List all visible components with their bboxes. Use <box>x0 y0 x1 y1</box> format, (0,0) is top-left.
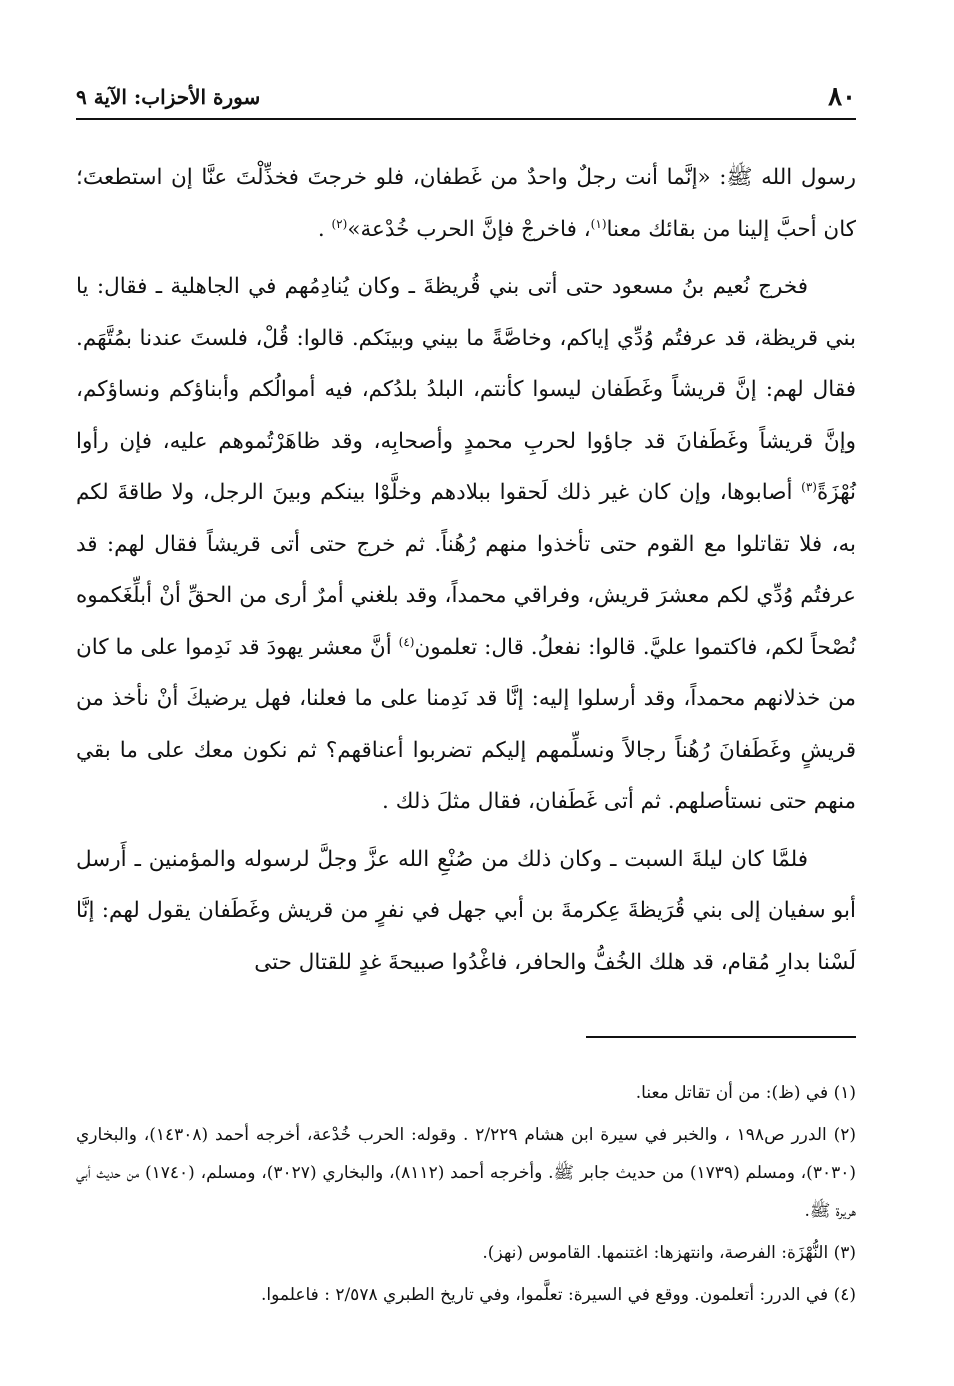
footnotes <box>76 1074 856 1318</box>
running-title: سورة الأحزاب: الآية ٩ <box>76 85 261 109</box>
footnote-number: (٢) <box>833 1125 856 1145</box>
paragraph-text: . <box>317 216 332 242</box>
paragraph-text: رسول الله ﷺ: «إنَّما أنت رجلٌ واحدٌ من غَطفان، فلو خرجتَ فخذِّلْتَ عنَّا إن استطعتَ؛ كان أحبَّ إلينا من بقائك معنا <box>76 165 856 242</box>
page-header <box>76 70 856 114</box>
footnote-ref: (٣) <box>801 479 817 494</box>
footnote-ref: (١) <box>590 216 607 231</box>
main-text <box>76 152 856 988</box>
paragraph-2 <box>76 261 856 828</box>
footnote-text: النُّهْزَة: الفرصة، وانتهزها: اغتنمها. القاموس (نهز). <box>482 1243 829 1263</box>
footnote-text: الدرر ص١٩٨ ، والخبر في سيرة ابن هشام ٢/٢٢٩ . وقوله: الحرب خُدْعة، أخرجه أحمد (١٤٣٠٨)، والبخاري (٣٠٣٠)، ومسلم (١٧٣٩) من حديث جابر ﷺ. وأخرجه أحمد (٨١١٢)، والبخاري (٣٠٢٧)، ومسلم، (١٧٤٠) من حديث أبي هريرة ﷺ. <box>76 1125 856 1221</box>
paragraph-1 <box>76 152 856 255</box>
footnote-number: (١) <box>833 1083 856 1103</box>
footnote-3 <box>76 1234 856 1272</box>
footnote-2 <box>76 1116 856 1230</box>
footnote-text: في (ظ): من أن تقاتل معنا. <box>635 1083 829 1103</box>
footnote-number: (٣) <box>833 1243 856 1263</box>
footnote-ref: (٢) <box>331 216 348 231</box>
footnote-separator <box>586 1036 856 1038</box>
paragraph-text: أصابوها، وإن كان غير ذلك لَحقوا ببلادهم وخلَّوْا بينكم وبينَ الرجل، ولا طاقةَ لكم به، فلا تقاتلوا مع القوم حتى تأخذوا منهم رُهُناً. ثم خرج حتى أتى قريشاً فقال لهم: قد عرفتُم وُدِّي لكم معشرَ قريش، وفراقي محمداً، وقد بلغني أمرٌ أرى من الحقِّ أنْ أبلِّغَكموه نُصْحاً لكم، فاكتموا عليَّ. قالوا: نفعلُ. قال: تعلمون <box>76 480 856 660</box>
footnote-text: في الدرر: أتعلمون. ووقع في السيرة: تعلَّموا، وفي تاريخ الطبري ٢/٥٧٨ : فاعلموا. <box>260 1285 829 1305</box>
paragraph-text: فلمَّا كان ليلةَ السبت ـ وكان ذلك من صُنْعِ الله عزَّ وجلَّ لرسوله والمؤمنين ـ أَرسل أبو سفيان إلى بني قُرَيظةَ عِكرمةَ بن أبي جهل في نفرٍ من قريش وغَطَفان يقول لهم: إنَّا لَسْنا بدارِ مُقام، قد هلك الخُفُّ والحافر، فاغْدُوا صبيحةَ غدٍ للقتال حتى <box>76 846 856 975</box>
paragraph-text: ، فاخرجْ فإنَّ الحرب خُدْعة» <box>347 216 591 242</box>
footnote-1 <box>76 1074 856 1112</box>
paragraph-text: أنَّ معشر يهودَ قد نَدِموا على ما كان من خذلانهم محمداً، وقد أرسلوا إليه: إنَّا قد نَدِمنا على ما فعلنا، فهل يرضيكَ أنْ نأخذ من قريشٍ وغَطَفانَ رُهُناً رجالاً ونسلِّمهم إليكم تضربوا أعناقهم؟ ثم نكون معك على ما بقي منهم حتى نستأصلهم. ثم أتى غَطَفان، فقال مثلَ ذلك . <box>76 634 856 814</box>
paragraph-3 <box>76 834 856 989</box>
footnote-ref: (٤) <box>398 634 415 649</box>
book-page <box>76 70 856 1360</box>
page-number: ٨٠ <box>828 82 856 112</box>
footnote-4 <box>76 1276 856 1314</box>
header-rule <box>76 118 856 120</box>
footnote-number: (٤) <box>833 1285 856 1305</box>
paragraph-text: فخرج نُعيم بنُ مسعود حتى أتى بني قُريظةَ ـ وكان يُنادِمُهم في الجاهلية ـ فقال: يا بني قريظة، قد عرفتُم وُدِّي إياكم، وخاصَّةً ما بيني وبينَكم. قالوا: قُلْ، فلستَ عندنا بمُتَّهَم. فقال لهم: إنَّ قريشاً وغَطَفان ليسوا كأنتم، البلدُ بلدُكم، فيه أموالُكم وأبناؤكم ونساؤكم، وإنَّ قريشاً وغَطَفانَ قد جاؤوا لحربِ محمدٍ وأصحابِه، وقد ظاهَرْتُموهم عليه، فإن رأوا نُهْزَةً <box>76 274 856 505</box>
